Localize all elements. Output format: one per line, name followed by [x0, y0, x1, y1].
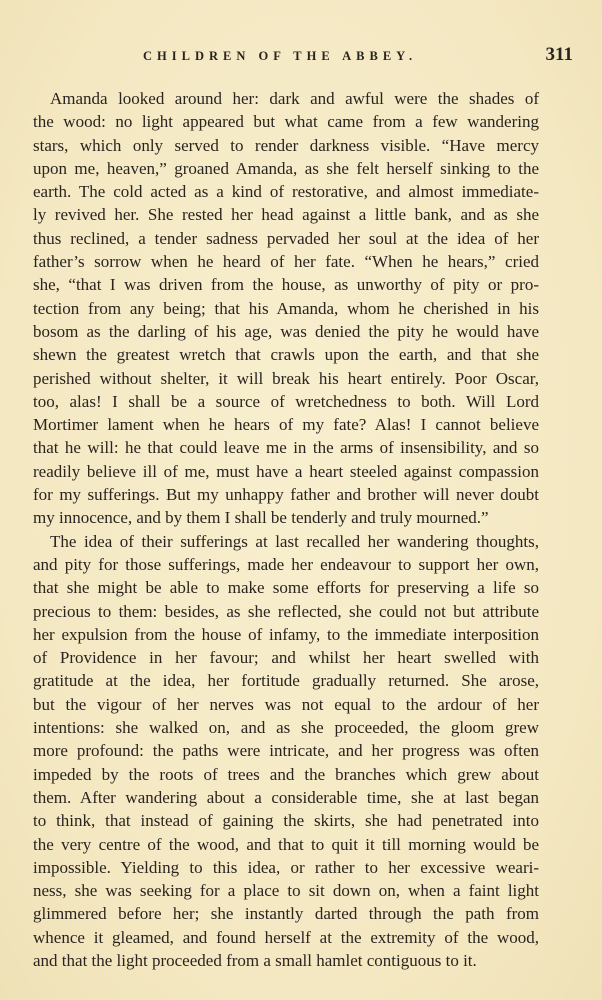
text-line: the wood: no light appeared but what came from a few wandering: [33, 112, 539, 132]
text-line: shewn the greatest wretch that crawls upon the earth, and that she: [33, 345, 539, 365]
text-line: and that the light proceeded from a small hamlet contiguous to it.: [33, 950, 477, 970]
text-line: impeded by the roots of trees and the branches which grew about: [33, 764, 539, 784]
text-line: Mortimer lament when he hears of my fate? Alas! I cannot believe: [33, 415, 539, 435]
text-line: that he will: he that could leave me in the arms of insensibility, and so: [33, 438, 539, 458]
text-line: readily believe ill of me, must have a heart steeled against compassion: [33, 461, 539, 481]
text-line: to think, that instead of gaining the skirts, she had penetrated into: [33, 811, 539, 831]
page-number: 311: [545, 44, 573, 65]
text-line: more profound: the paths were intricate, and her progress was often: [33, 741, 539, 761]
text-line: earth. The cold acted as a kind of restorative, and almost immediate-: [33, 182, 539, 202]
text-line: tection from any being; that his Amanda, whom he cherished in his: [33, 298, 539, 318]
body-text: [33, 87, 539, 972]
text-line: that she might be able to make some efforts for preserving a life so: [33, 578, 539, 598]
text-line: Amanda looked around her: dark and awful were the shades of: [50, 89, 539, 108]
text-line: her expulsion from the house of infamy, to the immediate interposition: [33, 624, 539, 644]
text-line: whence it gleamed, and found herself at the extremity of the wood,: [33, 927, 539, 947]
text-line: perished without shelter, it will break his heart entirely. Poor Oscar,: [33, 368, 539, 388]
text-line: and pity for those sufferings, made her endeavour to support her own,: [33, 554, 539, 574]
text-line: upon me, heaven,” groaned Amanda, as she felt herself sinking to the: [33, 158, 539, 178]
text-line: ness, she was seeking for a place to sit down on, when a faint light: [33, 881, 539, 901]
text-line: bosom as the darling of his age, was denied the pity he would have: [33, 321, 539, 341]
text-line: the very centre of the wood, and that to quit it till morning would be: [33, 834, 539, 854]
text-line: too, alas! I shall be a source of wretchedness to both. Will Lord: [33, 391, 539, 411]
text-line: intentions: she walked on, and as she proceeded, the gloom grew: [33, 718, 539, 738]
text-line: but the vigour of her nerves was not equal to the ardour of her: [33, 694, 539, 714]
text-line: them. After wandering about a considerable time, she at last began: [33, 787, 539, 807]
text-line: for my sufferings. But my unhappy father and brother will never doubt: [33, 485, 539, 505]
text-line: my innocence, and by them I shall be tenderly and truly mourned.”: [33, 508, 489, 528]
text-line: glimmered before her; she instantly darted through the path from: [33, 904, 539, 924]
text-line: The idea of their sufferings at last recalled her wandering thoughts,: [50, 531, 539, 551]
text-line: stars, which only served to render darkness visible. “Have mercy: [33, 135, 539, 155]
text-line: ly revived her. She rested her head against a little bank, and as she: [33, 205, 539, 225]
text-line: she, “that I was driven from the house, as unworthy of pity or pro-: [33, 275, 539, 295]
text-line: precious to them: besides, as she reflected, she could not but attribute: [33, 601, 539, 621]
text-line: thus reclined, a tender sadness pervaded her soul at the idea of her: [33, 228, 539, 248]
running-head: CHILDREN OF THE ABBEY.: [143, 49, 418, 63]
page-header: [33, 44, 573, 68]
text-line: gratitude at the idea, her fortitude gradually returned. She arose,: [33, 671, 539, 691]
text-line: impossible. Yielding to this idea, or rather to her excessive weari-: [33, 857, 539, 877]
text-line: of Providence in her favour; and whilst her heart swelled with: [33, 648, 539, 668]
text-line: father’s sorrow when he heard of her fate. “When he hears,” cried: [33, 252, 539, 272]
